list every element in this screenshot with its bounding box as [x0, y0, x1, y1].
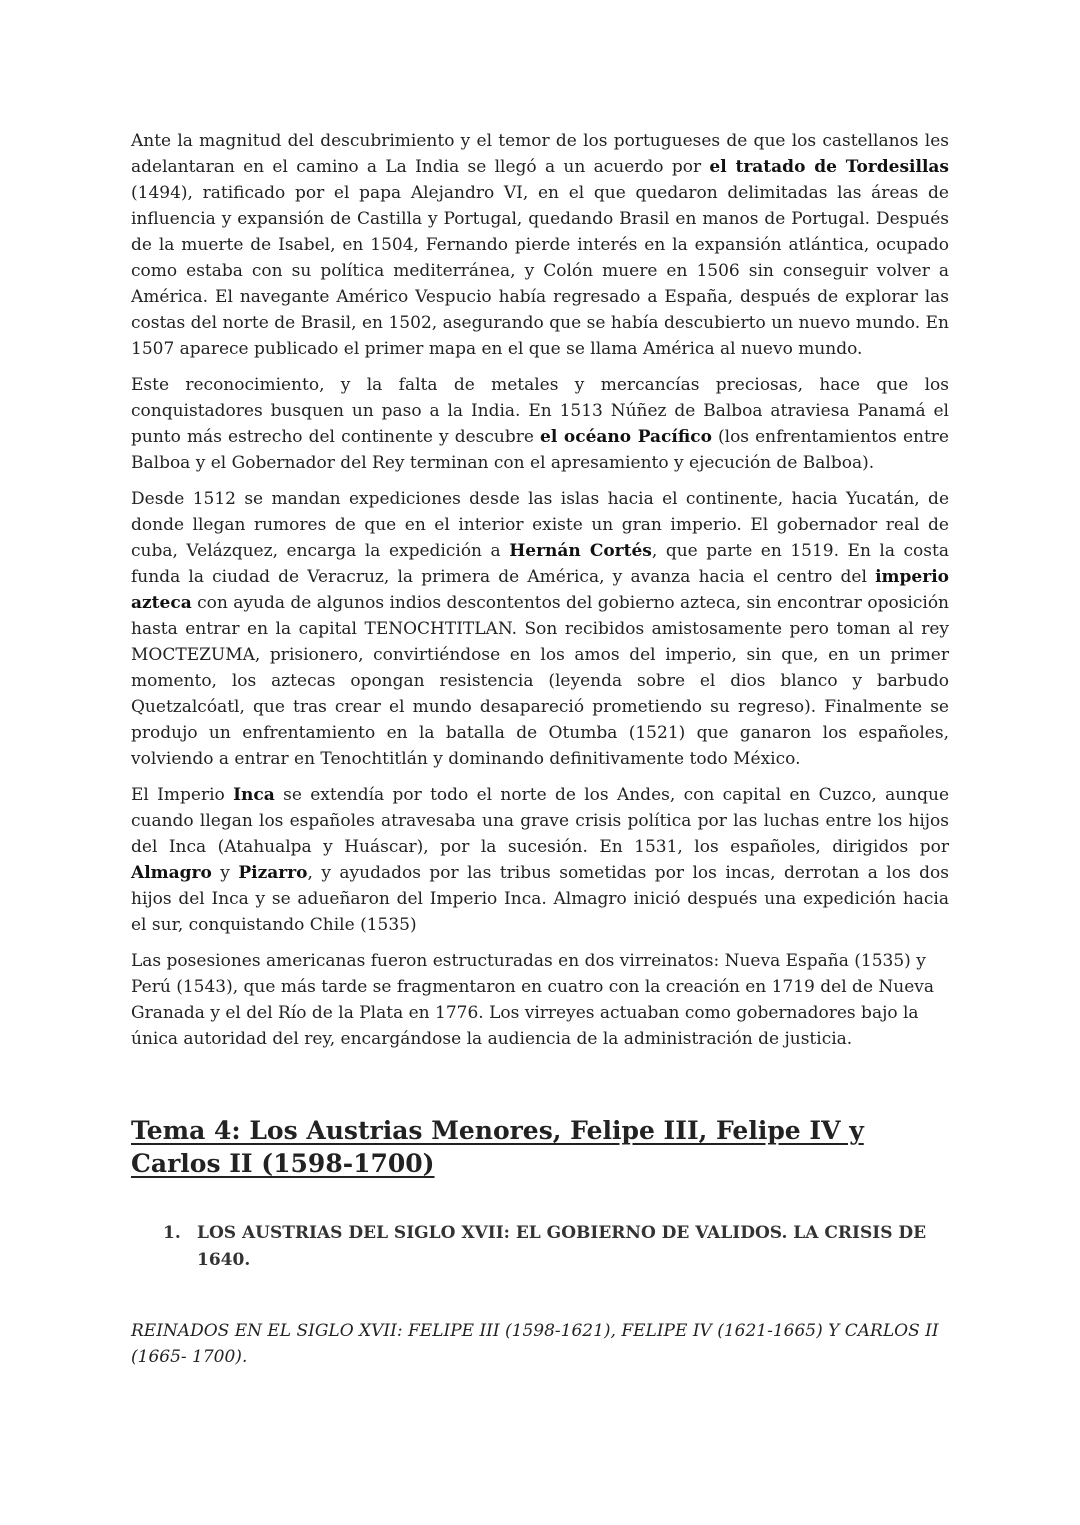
- bold-term: imperio azteca: [131, 567, 949, 613]
- paragraph: [131, 486, 949, 772]
- text-run: se extendía por todo el norte de los Andes, con capital en Cuzco, aunque cuando llegan los españoles atravesaba una grave crisis política por las luchas entre los hijos del Inca (Atahualpa y Huáscar), por la sucesión. En 1531, los españoles, dirigidos por: [131, 785, 950, 857]
- section-heading: [163, 1220, 949, 1274]
- tema-title: Tema 4: Los Austrias Menores, Felipe III, Felipe IV y Carlos II (1598-1700): [131, 1116, 864, 1178]
- text-run: El Imperio: [131, 785, 234, 805]
- bold-term: Pizarro: [238, 863, 308, 883]
- bold-term: el tratado de Tordesillas: [709, 157, 949, 177]
- text-run: , y ayudados por las tribus sometidas por los incas, derrotan a los dos hijos del Inca y se adueñaron del Imperio Inca. Almagro inició después una expedición hacia el sur, conquistando Chile (1535): [131, 863, 949, 935]
- text-run: y: [211, 863, 239, 883]
- section-list: [131, 1220, 949, 1274]
- bold-term: el océano Pacífico: [540, 427, 712, 447]
- text-run: Desde 1512 se mandan expediciones desde las islas hacia el continente, hacia Yucatán, de donde llegan rumores de que en el interior existe un gran imperio. El gobernador real de cuba, Velázquez, encarga la expedición a: [131, 489, 949, 561]
- paragraph: [131, 128, 949, 362]
- bold-term: Inca: [233, 785, 275, 805]
- section-number: 1.: [163, 1223, 181, 1243]
- paragraph: [131, 948, 949, 1052]
- bold-term: Hernán Cortés: [509, 541, 652, 561]
- paragraph: [131, 372, 949, 476]
- text-run: (los enfrentamientos entre Balboa y el Gobernador del Rey terminan con el apresamiento y ejecución de Balboa).: [131, 427, 949, 473]
- paragraph: [131, 782, 949, 938]
- section-title: LOS AUSTRIAS DEL SIGLO XVII: EL GOBIERNO DE VALIDOS. LA CRISIS DE 1640.: [197, 1223, 927, 1270]
- reinados-subtitle: REINADOS EN EL SIGLO XVII: FELIPE III (1598-1621), FELIPE IV (1621-1665) Y CARLOS II (1665- 1700).: [131, 1321, 939, 1367]
- text-run: (1494), ratificado por el papa Alejandro VI, en el que quedaron delimitadas las áreas de influencia y expansión de Castilla y Portugal, quedando Brasil en manos de Portugal. Después de la muerte de Isabel, en 1504, Fernando pierde interés en la expansión atlántica, ocupado como estaba con su política mediterránea, y Colón muere en 1506 sin conseguir volver a América. El navegante Américo Vespucio había regresado a España, después de explorar las costas del norte de Brasil, en 1502, asegurando que se había descubierto un nuevo mundo. En 1507 aparece publicado el primer mapa en el que se llama América al nuevo mundo.: [131, 183, 949, 359]
- text-run: Ante la magnitud del descubrimiento y el temor de los portugueses de que los castellanos les adelantaran en el camino a La India se llegó a un acuerdo por: [131, 131, 949, 177]
- text-run: Este reconocimiento, y la falta de metales y mercancías preciosas, hace que los conquistadores busquen un paso a la India. En 1513 Núñez de Balboa atraviesa Panamá el punto más estrecho del continente y descubre: [131, 375, 949, 447]
- document-page: [131, 128, 949, 1370]
- text-run: con ayuda de algunos indios descontentos del gobierno azteca, sin encontrar oposición hasta entrar en la capital TENOCHTITLAN. Son recibidos amistosamente pero toman al rey MOCTEZUMA, prisionero, convirtiéndose en los amos del imperio, sin que, en un primer momento, los aztecas opongan resistencia (leyenda sobre el dios blanco y barbudo Quetzalcóatl, que tras crear el mundo desapareció prometiendo su regreso). Finalmente se produjo un enfrentamiento en la batalla de Otumba (1521) que ganaron los españoles, volviendo a entrar en Tenochtitlán y dominando definitivamente todo México.: [131, 593, 949, 769]
- bold-term: Almagro: [131, 863, 212, 883]
- text-run: , que parte en 1519. En la costa funda la ciudad de Veracruz, la primera de América, y avanza hacia el centro del: [131, 541, 949, 587]
- body-text: [131, 128, 949, 1052]
- text-run: Las posesiones americanas fueron estructuradas en dos virreinatos: Nueva España (1535) y Perú (1543), que más tarde se fragmentaron en cuatro con la creación en 1719 del de Nueva Granada y el del Río de la Plata en 1776. Los virreyes actuaban como gobernadores bajo la única autoridad del rey, encargándose la audiencia de la administración de justicia.: [131, 951, 935, 1049]
